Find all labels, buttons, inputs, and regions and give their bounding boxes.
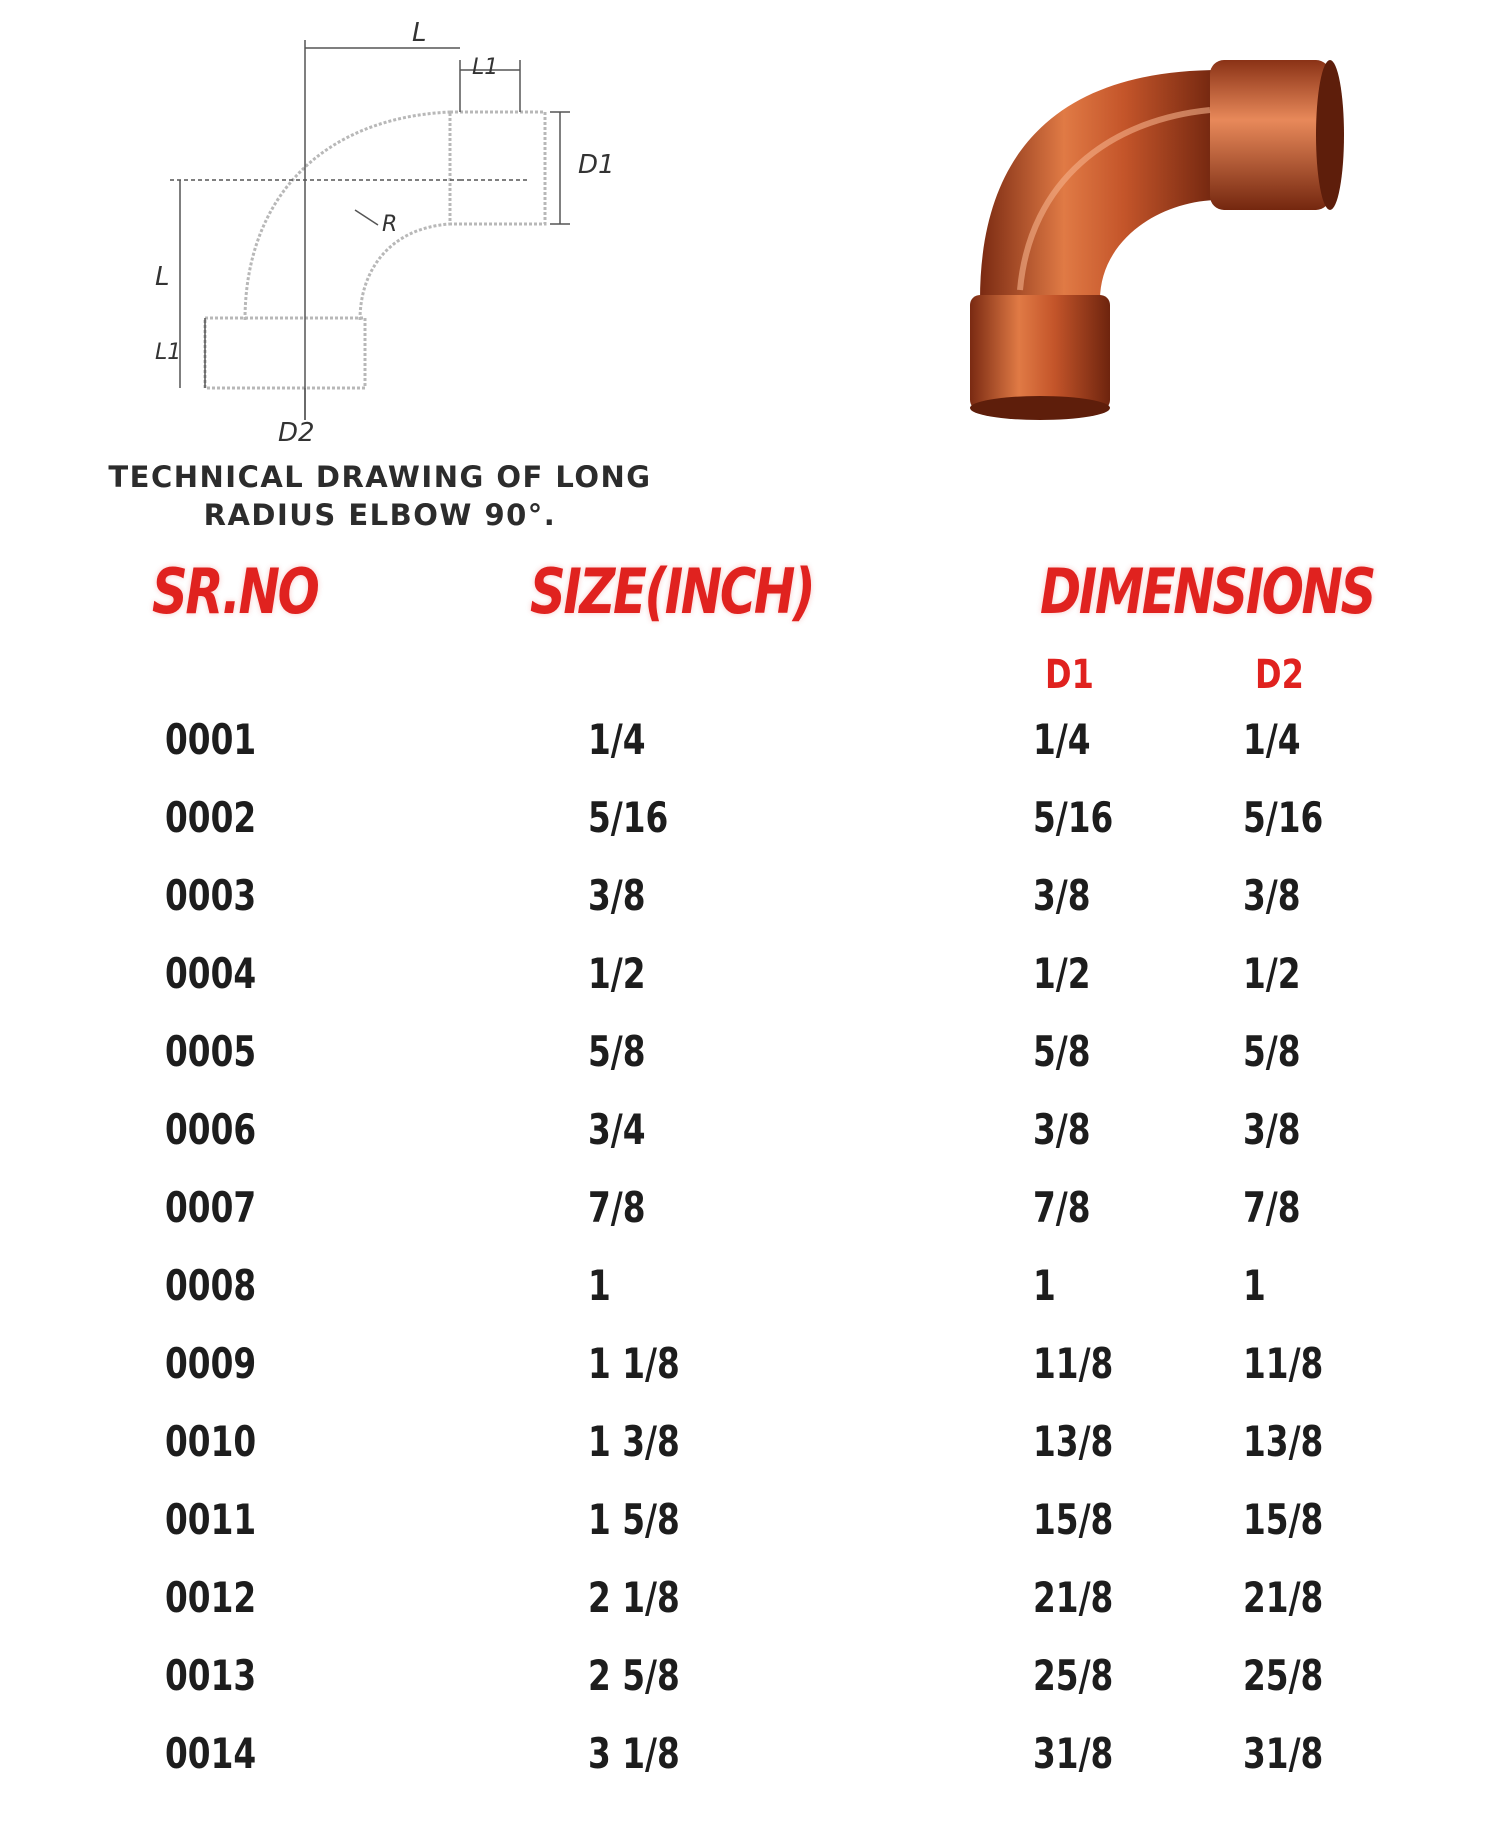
cell-size: 3/4 [588,1105,646,1154]
dim-label-d1: D1 [578,150,615,180]
cell-size: 1/4 [588,715,646,764]
caption-line-2: RADIUS ELBOW 90°. [203,498,557,532]
copper-elbow-icon [960,50,1380,450]
table-row [0,1261,1493,1339]
table-row [0,715,1493,793]
table-row [0,1339,1493,1417]
cell-size: 3/8 [588,871,646,920]
cell-sr-no: 0014 [165,1729,257,1778]
cell-size: 1 5/8 [588,1495,680,1544]
cell-d2: 7/8 [1243,1183,1301,1232]
cell-sr-no: 0001 [165,715,257,764]
table-row [0,1417,1493,1495]
dim-label-l1-top: L1 [472,55,499,80]
cell-d1: 1/4 [1033,715,1091,764]
cell-size: 5/8 [588,1027,646,1076]
table-row [0,949,1493,1027]
cell-d2: 31/8 [1243,1729,1324,1778]
dim-label-l-left: L [155,262,170,292]
cell-d2: 25/8 [1243,1651,1324,1700]
caption-line-1: TECHNICAL DRAWING OF LONG [108,460,652,494]
cell-d1: 25/8 [1033,1651,1114,1700]
table-row [0,793,1493,871]
cell-sr-no: 0013 [165,1651,257,1700]
cell-size: 3 1/8 [588,1729,680,1778]
cell-d2: 11/8 [1243,1339,1324,1388]
cell-d2: 1 [1243,1261,1266,1310]
cell-sr-no: 0008 [165,1261,257,1310]
copper-elbow-image [960,50,1380,450]
cell-sr-no: 0012 [165,1573,257,1622]
cell-size: 1/2 [588,949,646,998]
cell-d1: 31/8 [1033,1729,1114,1778]
table-row [0,1183,1493,1261]
header-d1: D1 [1045,652,1094,698]
cell-sr-no: 0010 [165,1417,257,1466]
cell-size: 2 1/8 [588,1573,680,1622]
dim-label-d2: D2 [278,418,315,448]
technical-drawing [60,0,700,448]
table-row [0,1495,1493,1573]
elbow-diagram [60,0,700,440]
cell-sr-no: 0011 [165,1495,257,1544]
dim-label-r: R [382,212,398,237]
table-row [0,1651,1493,1729]
cell-sr-no: 0003 [165,871,257,920]
dim-label-l1-left: L1 [155,340,182,365]
cell-sr-no: 0006 [165,1105,257,1154]
header-sr-no: SR.NO [152,555,318,628]
cell-size: 1 [588,1261,611,1310]
cell-size: 1 1/8 [588,1339,680,1388]
cell-d2: 13/8 [1243,1417,1324,1466]
cell-d1: 11/8 [1033,1339,1114,1388]
table-row [0,871,1493,949]
cell-d2: 1/4 [1243,715,1301,764]
header-d2: D2 [1255,652,1304,698]
header-size: SIZE(INCH) [530,555,814,628]
table-row [0,1729,1493,1807]
table-row [0,1105,1493,1183]
table-row [0,1573,1493,1651]
cell-size: 1 3/8 [588,1417,680,1466]
cell-d1: 21/8 [1033,1573,1114,1622]
cell-d2: 5/16 [1243,793,1324,842]
cell-sr-no: 0004 [165,949,257,998]
cell-d1: 1/2 [1033,949,1091,998]
dim-label-l-top: L [412,18,427,48]
cell-d1: 3/8 [1033,871,1091,920]
cell-d1: 13/8 [1033,1417,1114,1466]
cell-d2: 5/8 [1243,1027,1301,1076]
cell-size: 2 5/8 [588,1651,680,1700]
cell-d1: 7/8 [1033,1183,1091,1232]
cell-d1: 1 [1033,1261,1056,1310]
cell-d1: 5/16 [1033,793,1114,842]
cell-d1: 3/8 [1033,1105,1091,1154]
dimensions-table [0,715,1493,1807]
header-dimensions: DIMENSIONS [1040,555,1374,628]
cell-sr-no: 0005 [165,1027,257,1076]
cell-d1: 5/8 [1033,1027,1091,1076]
cell-d1: 15/8 [1033,1495,1114,1544]
cell-size: 7/8 [588,1183,646,1232]
table-row [0,1027,1493,1105]
cell-sr-no: 0007 [165,1183,257,1232]
cell-d2: 1/2 [1243,949,1301,998]
cell-sr-no: 0009 [165,1339,257,1388]
cell-d2: 3/8 [1243,871,1301,920]
drawing-caption [60,458,700,534]
cell-d2: 21/8 [1243,1573,1324,1622]
cell-size: 5/16 [588,793,669,842]
cell-d2: 3/8 [1243,1105,1301,1154]
cell-d2: 15/8 [1243,1495,1324,1544]
cell-sr-no: 0002 [165,793,257,842]
